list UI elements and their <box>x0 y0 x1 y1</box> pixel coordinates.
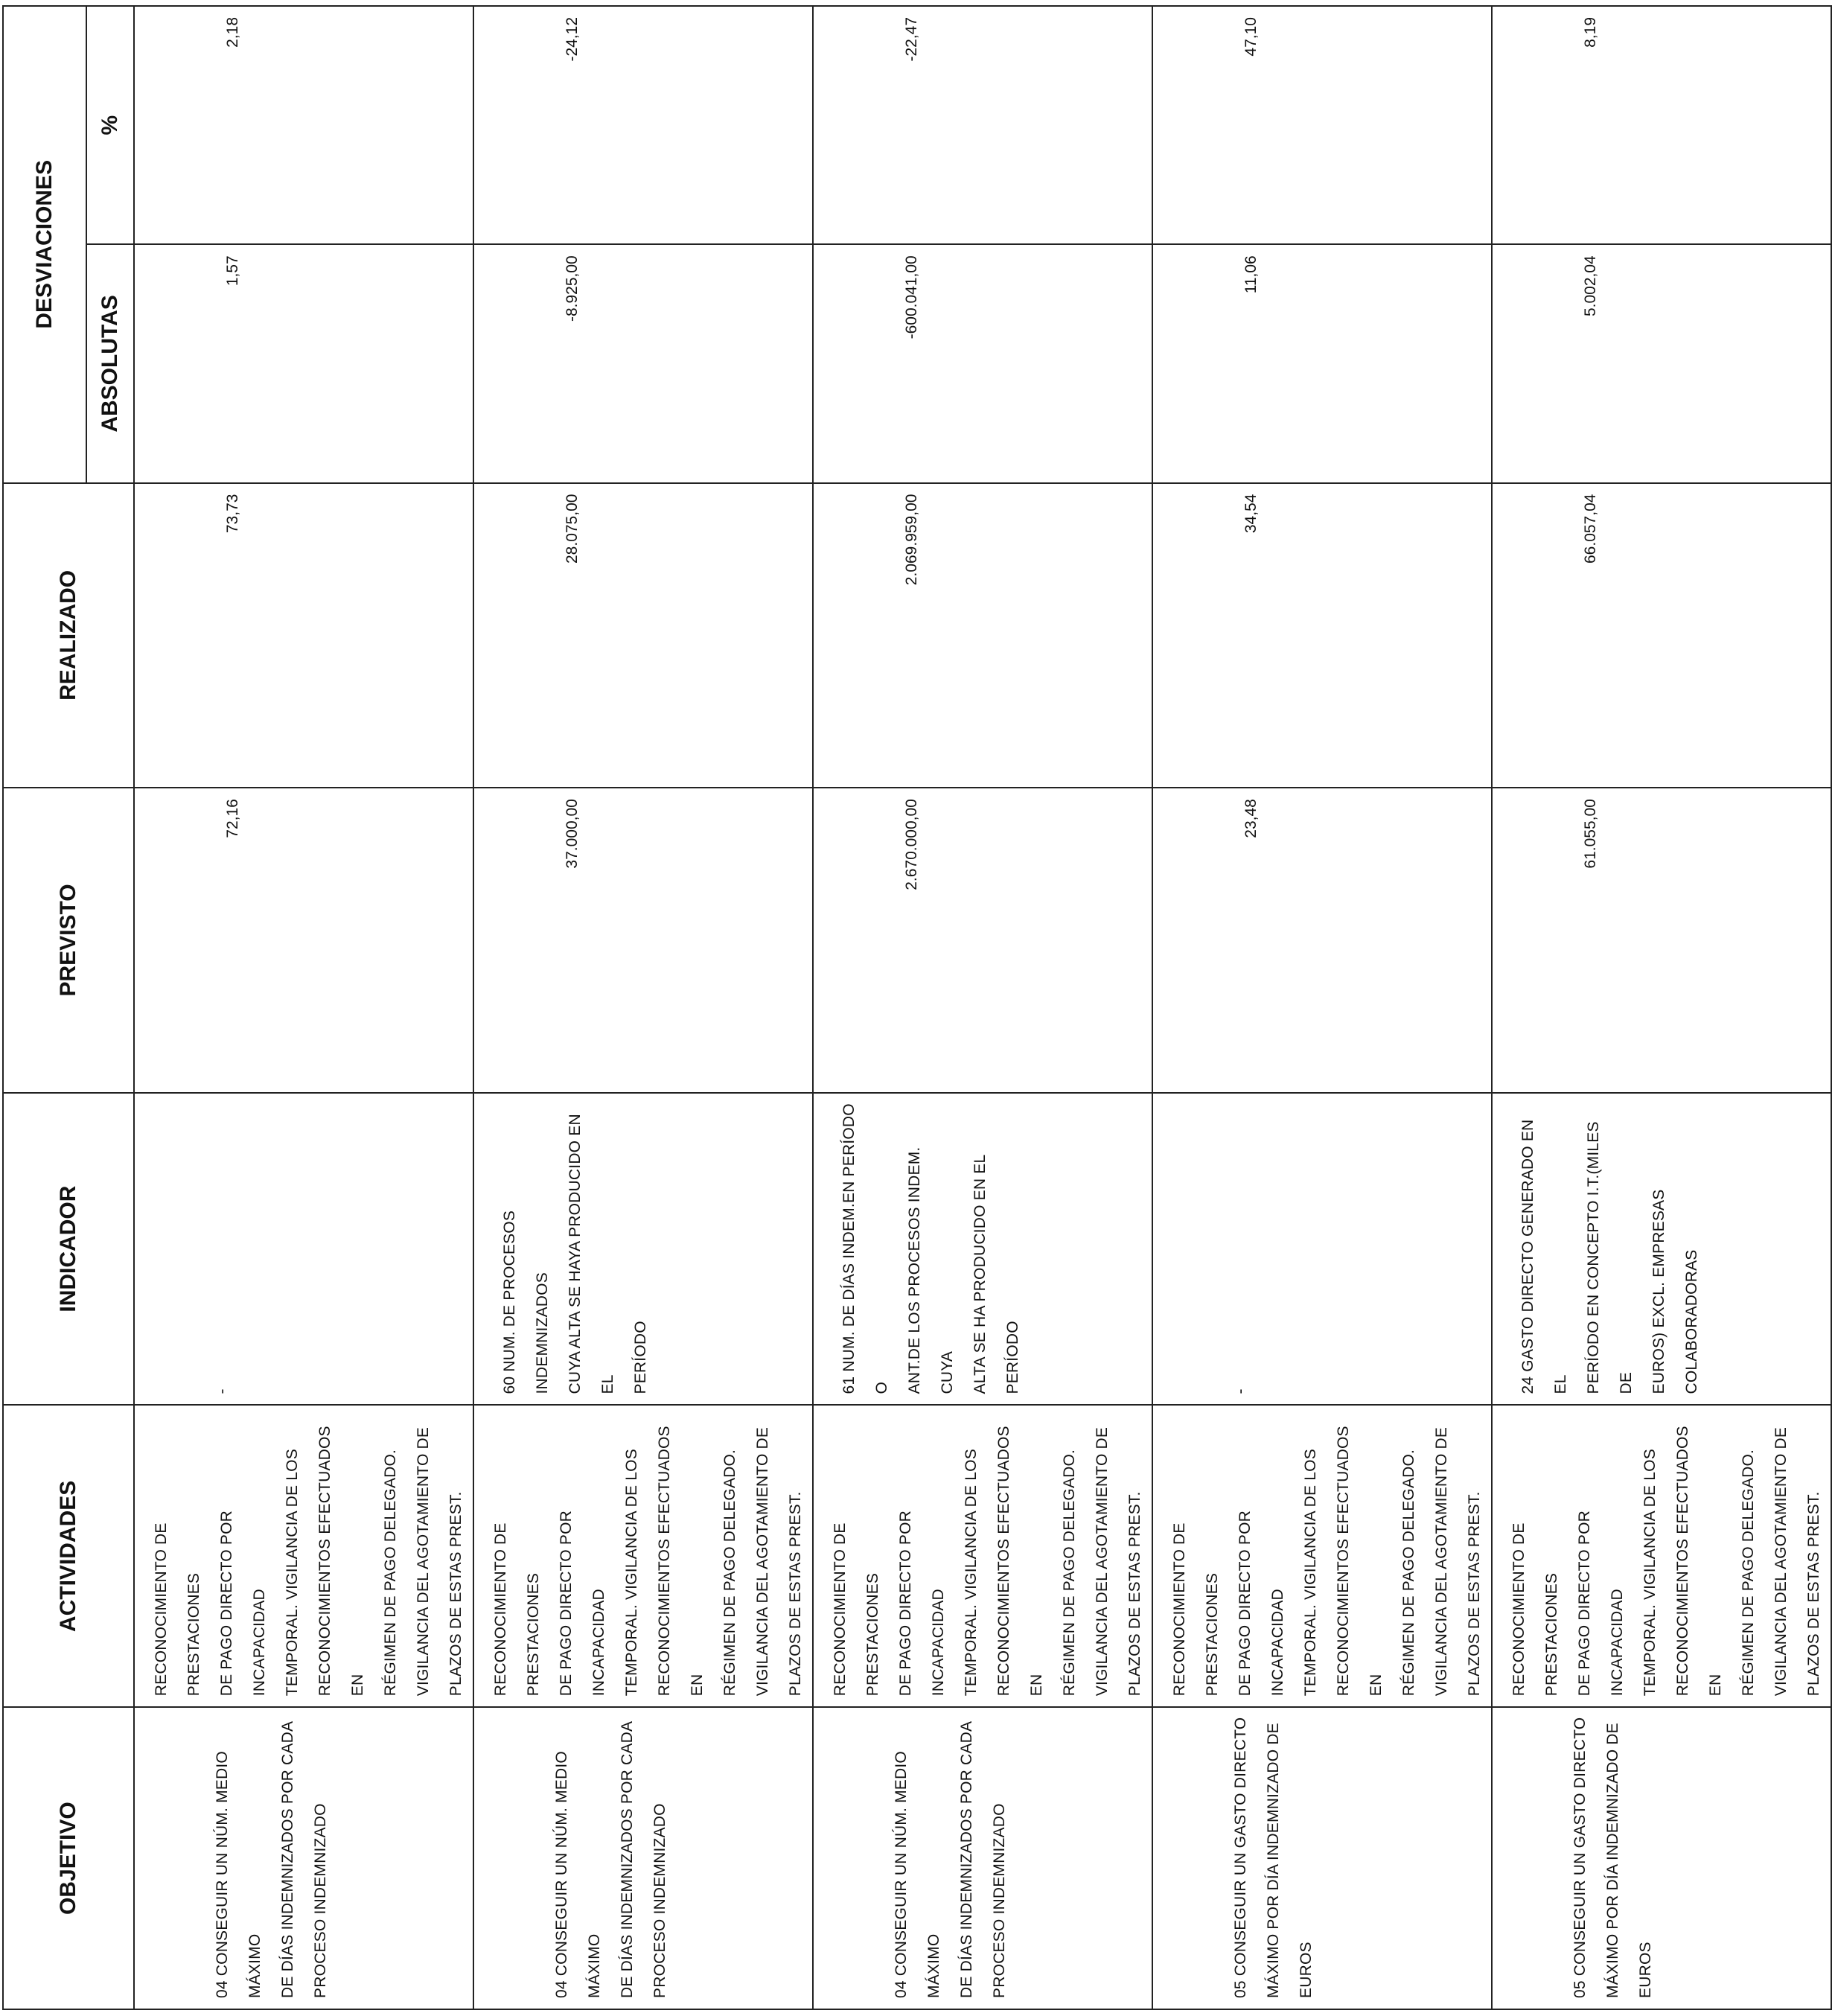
objetivo-cell-line: 04 CONSEGUIR UN NÚM. MEDIO MÁXIMO <box>553 1751 603 1998</box>
indicador-cell-line: ANT.DE LOS PROCESOS INDEM. CUYA <box>906 1146 956 1394</box>
actividades-cell-line: PLAZOS DE ESTAS PREST. <box>1466 1491 1483 1697</box>
table-row <box>473 6 813 2009</box>
realizado-cell-value: 28.075,00 <box>564 494 581 564</box>
indicador-cell-line: - <box>1232 1388 1249 1394</box>
realizado-cell-value: 34,54 <box>1242 494 1260 534</box>
objetivo-cell <box>134 1707 473 2009</box>
actividades-cell-line: RECONOCIMIENTOS EFECTUADOS EN <box>656 1426 706 1697</box>
absolutas-cell-value: -8.925,00 <box>564 255 581 322</box>
indicador-cell-line: - <box>214 1388 231 1394</box>
previsto-cell-value: 23,48 <box>1242 799 1260 838</box>
objetivo-cell-line: PROCESO INDEMNIZADO <box>312 1803 329 1998</box>
actividades-cell-line: TEMPORAL. VIGILANCIA DE LOS <box>963 1449 980 1697</box>
actividades-cell-line: VIGILANCIA DEL AGOTAMIENTO DE <box>1772 1426 1790 1697</box>
table-row <box>813 6 1152 2009</box>
actividades-cell <box>134 1406 473 1708</box>
objetivo-cell-line: PROCESO INDEMNIZADO <box>991 1803 1008 1998</box>
porcentaje-cell-value: 47,10 <box>1242 17 1260 57</box>
objetivo-cell-line: MÁXIMO POR DÍA INDEMNIZADO DE <box>1604 1723 1621 1998</box>
actividades-cell-line: TEMPORAL. VIGILANCIA DE LOS <box>1302 1449 1319 1697</box>
actividades-cell-line: PLAZOS DE ESTAS PREST. <box>787 1491 804 1697</box>
actividades-cell <box>1152 1406 1492 1708</box>
previsto-cell-value: 61.055,00 <box>1582 799 1599 869</box>
header-previsto: PREVISTO <box>3 788 134 1093</box>
indicador-cell <box>1492 1093 1831 1406</box>
actividades-cell-line: DE PAGO DIRECTO POR INCAPACIDAD <box>558 1511 607 1697</box>
realizado-cell <box>473 483 813 788</box>
porcentaje-cell-value: -24,12 <box>564 17 581 62</box>
actividades-cell-line: RÉGIMEN DE PAGO DELEGADO. <box>1400 1449 1417 1697</box>
realizado-cell <box>1152 483 1492 788</box>
indicador-cell-line: EUROS) EXCL. EMPRESAS <box>1650 1189 1667 1394</box>
absolutas-cell <box>1152 244 1492 482</box>
actividades-cell-line: DE PAGO DIRECTO POR INCAPACIDAD <box>1236 1511 1286 1697</box>
actividades-cell-line: RECONOCIMIENTOS EFECTUADOS EN <box>1674 1426 1724 1697</box>
objetivo-cell <box>1152 1707 1492 2009</box>
realizado-cell-value: 73,73 <box>224 494 241 534</box>
header-realizado: REALIZADO <box>3 483 134 788</box>
indicador-cell <box>134 1093 473 1406</box>
actividades-cell-line: RECONOCIMIENTO DE PRESTACIONES <box>492 1522 542 1697</box>
absolutas-cell-value: -600.041,00 <box>903 255 920 339</box>
actividades-cell-line: RÉGIMEN DE PAGO DELEGADO. <box>1740 1449 1757 1697</box>
header-porcentaje: % <box>86 6 134 244</box>
porcentaje-cell <box>1492 6 1831 244</box>
previsto-cell <box>134 788 473 1093</box>
header-desviaciones: DESVIACIONES <box>3 6 86 483</box>
objetivo-cell-line: DE DÍAS INDEMNIZADOS POR CADA <box>958 1720 975 1998</box>
actividades-cell-line: TEMPORAL. VIGILANCIA DE LOS <box>623 1449 640 1697</box>
indicador-cell <box>1152 1093 1492 1406</box>
actividades-cell-line: DE PAGO DIRECTO POR INCAPACIDAD <box>897 1511 947 1697</box>
table-body <box>134 6 1831 2009</box>
actividades-cell-line: DE PAGO DIRECTO POR INCAPACIDAD <box>218 1511 268 1697</box>
porcentaje-cell-value: 2,18 <box>224 17 241 48</box>
previsto-cell <box>813 788 1152 1093</box>
previsto-cell-value: 37.000,00 <box>564 799 581 869</box>
objetivo-cell <box>813 1707 1152 2009</box>
objetivo-cell-line: EUROS <box>1637 1942 1654 1998</box>
objetivo-cell-line: 04 CONSEGUIR UN NÚM. MEDIO MÁXIMO <box>893 1751 942 1998</box>
actividades-cell <box>473 1406 813 1708</box>
actividades-cell-line: TEMPORAL. VIGILANCIA DE LOS <box>1641 1449 1659 1697</box>
objetivo-cell-line: PROCESO INDEMNIZADO <box>651 1803 668 1998</box>
actividades-cell-line: DE PAGO DIRECTO POR INCAPACIDAD <box>1576 1511 1626 1697</box>
objetivo-cell-line: EUROS <box>1298 1942 1315 1998</box>
porcentaje-cell <box>1152 6 1492 244</box>
actividades-cell-line: VIGILANCIA DEL AGOTAMIENTO DE <box>1094 1426 1111 1697</box>
absolutas-cell-value: 5.002,04 <box>1582 255 1599 317</box>
objetivo-cell-line: MÁXIMO POR DÍA INDEMNIZADO DE <box>1265 1723 1282 1998</box>
actividades-cell-line: RECONOCIMIENTO DE PRESTACIONES <box>832 1522 881 1697</box>
header-objetivo: OBJETIVO <box>3 1707 134 2009</box>
previsto-cell <box>1492 788 1831 1093</box>
header-actividades: ACTIVIDADES <box>3 1406 134 1708</box>
actividades-cell-line: VIGILANCIA DEL AGOTAMIENTO DE <box>754 1426 771 1697</box>
actividades-cell-line: RECONOCIMIENTOS EFECTUADOS EN <box>995 1426 1045 1697</box>
indicador-cell-line: 60 NUM. DE PROCESOS INDEMNIZADOS <box>501 1210 551 1394</box>
indicador-cell <box>813 1093 1152 1406</box>
objetivo-cell <box>1492 1707 1831 2009</box>
actividades-cell-line: RÉGIMEN DE PAGO DELEGADO. <box>382 1449 399 1697</box>
indicador-cell-line: 61 NUM. DE DÍAS INDEM.EN PERÍODO O <box>840 1103 890 1394</box>
realizado-cell <box>813 483 1152 788</box>
actividades-cell-line: RECONOCIMIENTO DE PRESTACIONES <box>1510 1522 1560 1697</box>
absolutas-cell <box>134 244 473 482</box>
previsto-cell <box>473 788 813 1093</box>
actividades-cell-line: PLAZOS DE ESTAS PREST. <box>447 1491 465 1697</box>
header-indicador: INDICADOR <box>3 1093 134 1406</box>
indicador-cell-line: CUYA ALTA SE HAYA PRODUCIDO EN EL <box>566 1114 616 1394</box>
actividades-cell-line: VIGILANCIA DEL AGOTAMIENTO DE <box>1433 1426 1450 1697</box>
absolutas-cell <box>813 244 1152 482</box>
objetivo-cell-line: 04 CONSEGUIR UN NÚM. MEDIO MÁXIMO <box>214 1751 264 1998</box>
actividades-cell-line: RECONOCIMIENTO DE PRESTACIONES <box>1171 1522 1221 1697</box>
objetivo-cell-line: 05 CONSEGUIR UN GASTO DIRECTO <box>1571 1717 1589 1998</box>
indicador-cell-line: 24 GASTO DIRECTO GENERADO EN EL <box>1519 1119 1569 1394</box>
porcentaje-cell-value: -22,47 <box>903 17 920 62</box>
actividades-cell-line: RÉGIMEN DE PAGO DELEGADO. <box>721 1449 738 1697</box>
previsto-cell-value: 2.670.000,00 <box>903 799 920 890</box>
previsto-cell-value: 72,16 <box>224 799 241 838</box>
actividades-cell <box>813 1406 1152 1708</box>
porcentaje-cell <box>473 6 813 244</box>
table-row <box>134 6 473 2009</box>
actividades-cell-line: RÉGIMEN DE PAGO DELEGADO. <box>1061 1449 1078 1697</box>
actividades-cell-line: RECONOCIMIENTO DE PRESTACIONES <box>153 1522 202 1697</box>
objetivo-cell <box>473 1707 813 2009</box>
absolutas-cell <box>1492 244 1831 482</box>
table-row <box>1492 6 1831 2009</box>
indicator-table <box>2 5 1832 2010</box>
indicador-cell-line: PERÍODO <box>632 1321 649 1394</box>
realizado-cell-value: 66.057,04 <box>1582 494 1599 564</box>
indicador-cell-line: ALTA SE HA PRODUCIDO EN EL PERÍODO <box>971 1155 1021 1394</box>
actividades-cell-line: RECONOCIMIENTOS EFECTUADOS EN <box>316 1426 366 1697</box>
actividades-cell <box>1492 1406 1831 1708</box>
actividades-cell-line: VIGILANCIA DEL AGOTAMIENTO DE <box>415 1426 432 1697</box>
header-absolutas: ABSOLUTAS <box>86 244 134 482</box>
actividades-cell-line: TEMPORAL. VIGILANCIA DE LOS <box>284 1449 301 1697</box>
absolutas-cell-value: 1,57 <box>224 255 241 287</box>
actividades-cell-line: RECONOCIMIENTOS EFECTUADOS EN <box>1335 1426 1385 1697</box>
absolutas-cell <box>473 244 813 482</box>
absolutas-cell-value: 11,06 <box>1242 255 1260 294</box>
porcentaje-cell <box>813 6 1152 244</box>
realizado-cell <box>134 483 473 788</box>
indicador-cell-line: PERÍODO EN CONCEPTO I.T.(MILES DE <box>1585 1121 1635 1394</box>
realizado-cell-value: 2.069.959,00 <box>903 494 920 586</box>
porcentaje-cell <box>134 6 473 244</box>
porcentaje-cell-value: 8,19 <box>1582 17 1599 48</box>
objetivo-cell-line: DE DÍAS INDEMNIZADOS POR CADA <box>279 1720 296 1998</box>
realizado-cell <box>1492 483 1831 788</box>
indicador-cell <box>473 1093 813 1406</box>
actividades-cell-line: PLAZOS DE ESTAS PREST. <box>1126 1491 1143 1697</box>
previsto-cell <box>1152 788 1492 1093</box>
objetivo-cell-line: 05 CONSEGUIR UN GASTO DIRECTO <box>1232 1717 1249 1998</box>
objetivo-cell-line: DE DÍAS INDEMNIZADOS POR CADA <box>619 1720 636 1998</box>
table-row <box>1152 6 1492 2009</box>
indicador-cell-line: COLABORADORAS <box>1683 1249 1700 1394</box>
actividades-cell-line: PLAZOS DE ESTAS PREST. <box>1805 1491 1822 1697</box>
